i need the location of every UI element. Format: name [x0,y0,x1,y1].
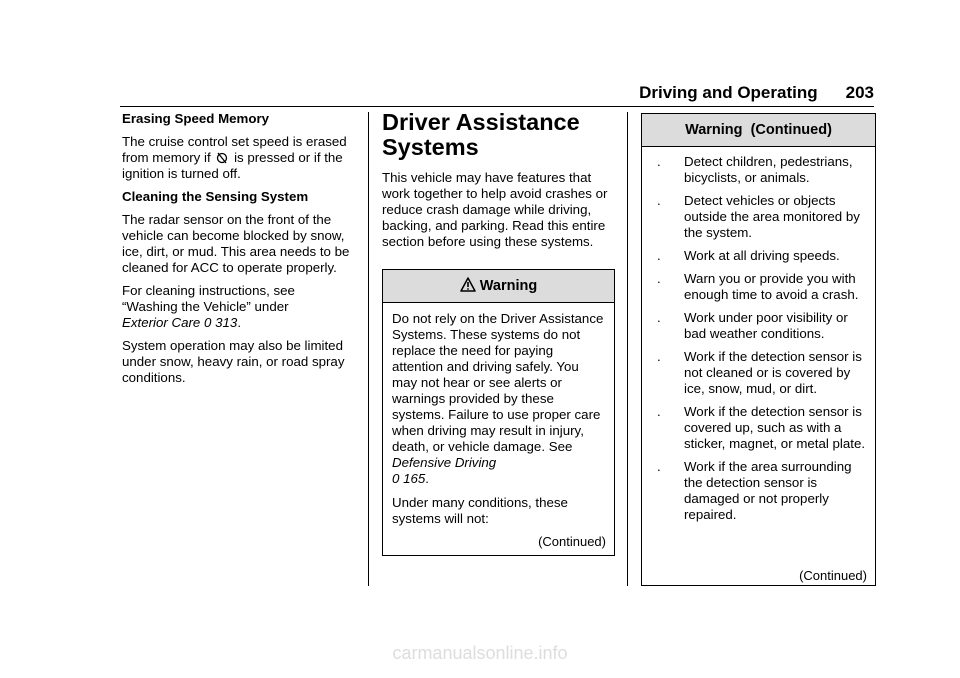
bullet-icon: . [657,459,661,474]
sensing-heading: Cleaning the Sensing System [122,189,309,204]
list-item: . Work under poor visibility or bad weather conditions. [657,310,848,341]
page-ref-arrow-icon: 0 [392,471,400,486]
warning-continued-header: Warning (Continued) [642,114,875,147]
cruise-cancel-icon [216,151,228,164]
exterior-care-page[interactable]: 313 [215,315,238,330]
warning-box [382,269,615,556]
bullet-icon: . [657,271,661,286]
list-item: . Work if the area surrounding the detection sensor is damaged or not properly repaired. [657,459,852,522]
warning-text-2: Under many conditions, these systems will not: [392,495,568,526]
erase-paragraph: The cruise control set speed is erased from memory if is pressed or if the ignition is turned off. [122,134,347,181]
warning-triangle-icon [460,277,476,292]
column-divider-1 [368,112,369,586]
list-item: . Work if the detection sensor is not cleaned or is covered by ice, snow, mud, or dirt. [657,349,862,396]
warning-text: Do not rely on the Driver Assistance Systems. These systems do not replace the need for paying attention and driving safely. You may not hear or see alerts or warnings provided by these systems. Failure to use proper care when driving may result in injury, death, or vehicle damage. See Defensive Driving 0 165. [392,311,604,486]
bullet-icon: . [657,349,661,364]
continued-label: (Continued) [538,534,606,549]
section-title: Driving and Operating [639,83,818,102]
page-ref-arrow-icon: 0 [204,315,212,330]
defensive-driving-link[interactable]: Defensive Driving [392,455,497,470]
bullet-icon: . [657,154,661,169]
intro-paragraph: This vehicle may have features that work together to help avoid crashes or reduce crash damage while driving, backing, and parking. Read this entire section before using these systems. [382,170,608,249]
bullet-icon: . [657,248,661,263]
erase-heading: Erasing Speed Memory [122,111,270,126]
list-item: . Detect vehicles or objects outside the area monitored by the system. [657,193,860,240]
page-header [639,83,874,103]
limited-paragraph: System operation may also be limited under snow, heavy rain, or road spray conditions. [122,338,345,385]
page-number: 203 [845,83,874,102]
cleaning-paragraph: For cleaning instructions, see “Washing the Vehicle” under Exterior Care 0 313. [122,283,295,330]
list-item: . Work if the detection sensor is covered up, such as with a sticker, magnet, or metal plate. [657,404,866,451]
list-item: . Work at all driving speeds. [657,248,840,263]
header-rule [120,106,874,107]
bullet-icon: . [657,404,661,419]
warning-continued-box [641,113,876,586]
section-heading: Driver Assistance Systems [382,109,580,160]
exterior-care-link[interactable]: Exterior Care [122,315,201,330]
column-2 [382,110,614,250]
warning-body [383,303,614,527]
continued-label-2: (Continued) [799,568,867,583]
warning-header [383,270,614,303]
defensive-driving-page[interactable]: 165 [403,471,426,486]
list-item: . Detect children, pedestrians, bicyclists, or animals. [657,154,853,185]
list-item: . Warn you or provide you with enough time to avoid a crash. [657,271,859,302]
column-divider-2 [627,112,628,586]
sensing-paragraph: The radar sensor on the front of the vehicle can become blocked by snow, ice, dirt, or mud. This area needs to be cleaned for ACC to operate properly. [122,212,350,275]
warning-bullet-list [642,147,875,523]
bullet-icon: . [657,193,661,208]
bullet-icon: . [657,310,661,325]
warning-heading: Warning [479,278,538,294]
watermark: carmanualsonline.info [392,643,568,663]
column-1 [122,111,362,393]
